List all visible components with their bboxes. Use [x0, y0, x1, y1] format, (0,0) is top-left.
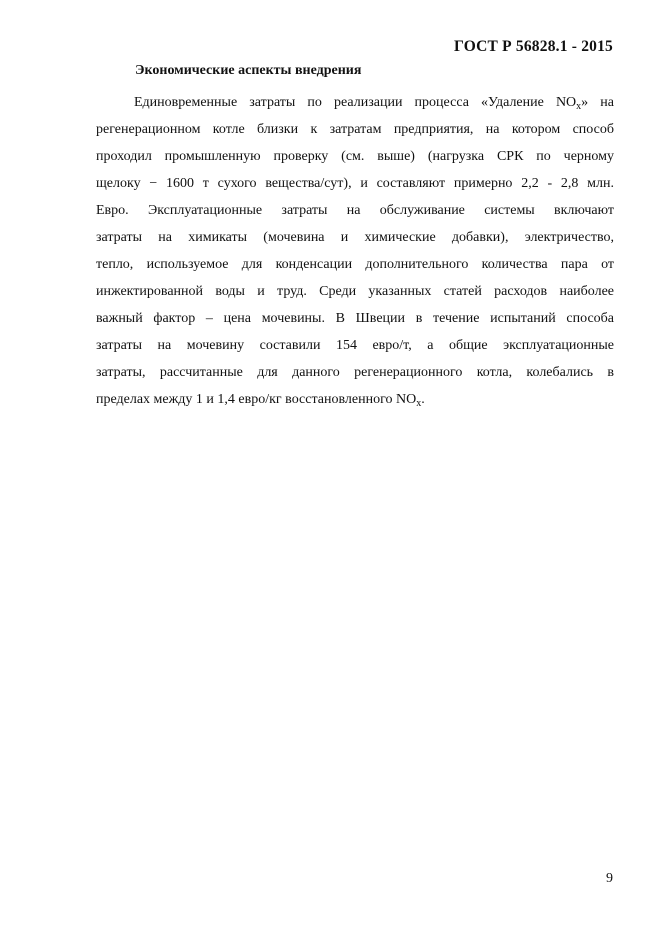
- paragraph-line: инжектированной воды и труд. Среди указанных статей расходов наиболее: [96, 284, 614, 299]
- paragraph-line: щелоку − 1600 т сухого вещества/сут), и составляют примерно 2,2 - 2,8 млн.: [96, 176, 614, 191]
- section-heading: Экономические аспекты внедрения: [135, 63, 362, 78]
- paragraph-line: затраты, рассчитанные для данного регенерационного котла, колебались в: [96, 365, 614, 380]
- document-code-header: ГОСТ Р 56828.1 - 2015: [454, 38, 613, 55]
- paragraph-line: Евро. Эксплуатационные затраты на обслуживание системы включают: [96, 203, 614, 218]
- paragraph-line: проходил промышленную проверку (см. выше) (нагрузка СРК по черному: [96, 149, 614, 164]
- paragraph-line: затраты на химикаты (мочевина и химические добавки), электричество,: [96, 230, 614, 245]
- paragraph-line: важный фактор – цена мочевины. В Швеции в течение испытаний способа: [96, 311, 614, 326]
- paragraph-line: затраты на мочевину составили 154 евро/т, а общие эксплуатационные: [96, 338, 614, 353]
- body-paragraph: [96, 89, 614, 413]
- page-number: 9: [606, 871, 613, 886]
- paragraph-line: тепло, используемое для конденсации дополнительного количества пара от: [96, 257, 614, 272]
- subscript: x: [576, 101, 582, 112]
- paragraph-line: пределах между 1 и 1,4 евро/кг восстановленного $NO_x$.: [96, 392, 425, 409]
- paragraph-line: Единовременные затраты по реализации процесса «Удаление $NO_x$» на: [134, 95, 614, 112]
- subscript: x: [416, 398, 422, 409]
- paragraph-line: регенерационном котле близки к затратам предприятия, на котором способ: [96, 122, 614, 137]
